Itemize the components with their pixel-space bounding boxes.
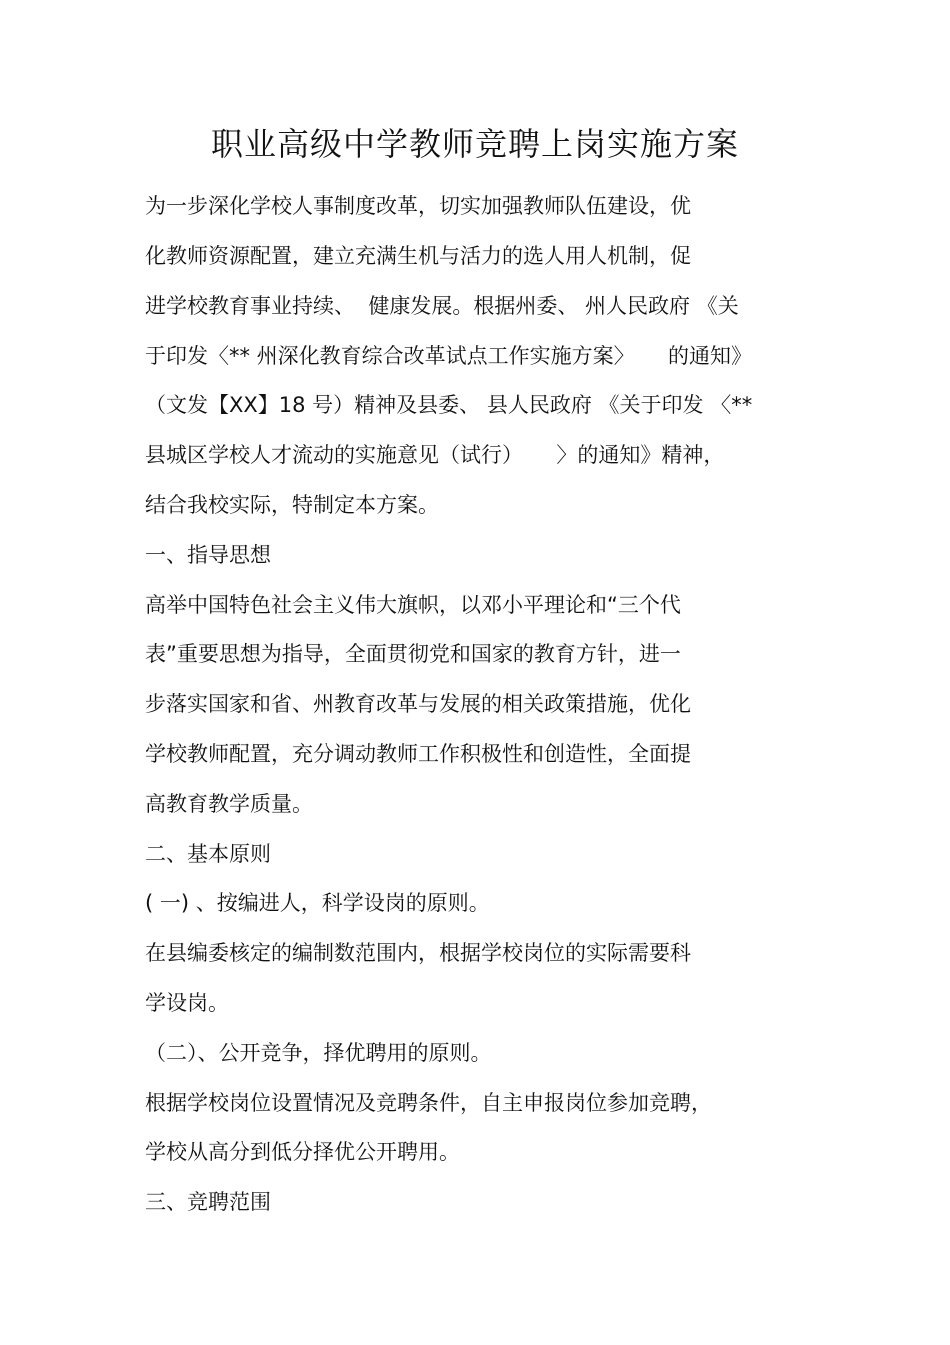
paragraph-line: （文发【XX】18 号）精神及县委、 县人民政府 《关于印发 〈** — [145, 393, 753, 417]
paragraph-line: 化教师资源配置，建立充满生机与活力的选人用人机制，促 — [145, 244, 691, 268]
paragraph-line: 根据学校岗位设置情况及竞聘条件，自主申报岗位参加竞聘， — [145, 1091, 712, 1115]
section-heading: 三、竞聘范围 — [145, 1190, 271, 1214]
subsection-heading: ( 一) 、按编进人，科学设岗的原则。 — [145, 891, 490, 915]
paragraph-line: 县城区学校人才流动的实施意见（试行） 〉的通知》精神， — [145, 443, 725, 467]
paragraph-line: 在县编委核定的编制数范围内，根据学校岗位的实际需要科 — [145, 941, 691, 965]
paragraph-line: 学校从高分到低分择优公开聘用。 — [145, 1140, 460, 1164]
paragraph-line: 于印发〈** 州深化教育综合改革试点工作实施方案〉 的通知》 — [145, 344, 753, 368]
paragraph-line: 进学校教育事业持续、 健康发展。根据州委、 州人民政府 《关 — [145, 294, 739, 318]
paragraph-line: 为一步深化学校人事制度改革，切实加强教师队伍建设，优 — [145, 194, 691, 218]
paragraph-line: 学设岗。 — [145, 991, 229, 1015]
paragraph-line: 步落实国家和省、州教育改革与发展的相关政策措施，优化 — [145, 692, 691, 716]
paragraph-line: 学校教师配置，充分调动教师工作积极性和创造性，全面提 — [145, 742, 691, 766]
paragraph-line: 高教育教学质量。 — [145, 792, 313, 816]
paragraph-line: 高举中国特色社会主义伟大旗帜，以邓小平理论和“三个代 — [145, 593, 681, 617]
paragraph-line: 结合我校实际，特制定本方案。 — [145, 493, 439, 517]
subsection-heading: （二）、公开竞争，择优聘用的原则。 — [145, 1041, 492, 1065]
section-heading: 二、基本原则 — [145, 842, 271, 866]
document-title: 职业高级中学教师竞聘上岗实施方案 — [210, 125, 739, 163]
section-heading: 一、指导思想 — [145, 543, 271, 567]
paragraph-line: 表”重要思想为指导，全面贯彻党和国家的教育方针，进一 — [145, 642, 681, 666]
